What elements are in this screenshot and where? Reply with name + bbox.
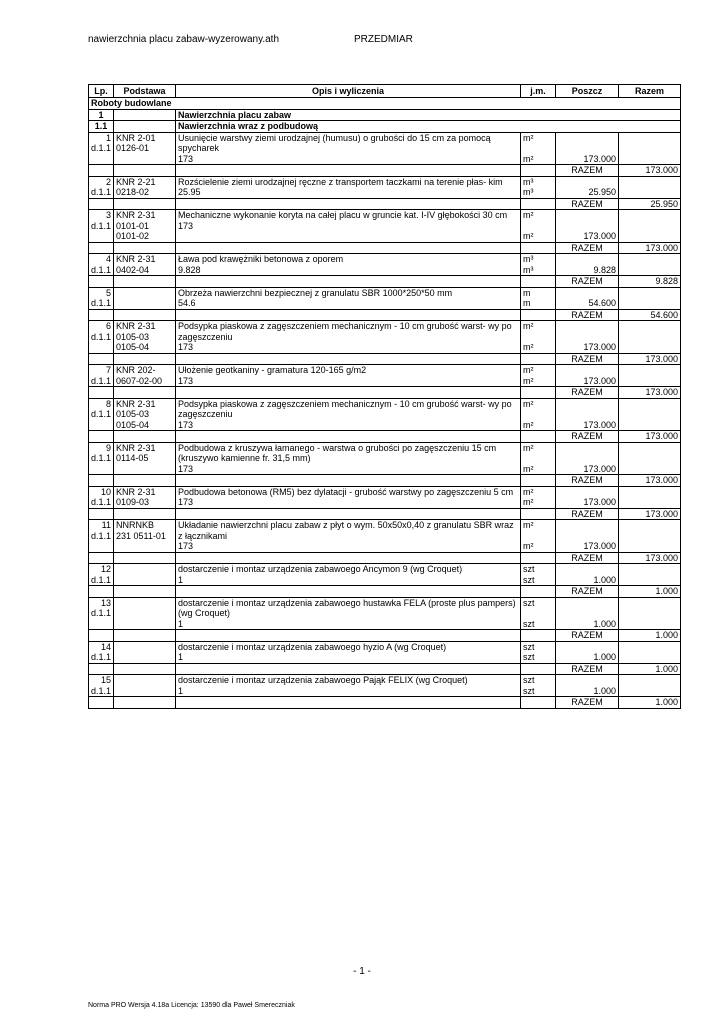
item-qty-text: 173 <box>178 220 194 231</box>
item-lp <box>89 442 114 475</box>
item-lp <box>89 675 114 697</box>
item-basis <box>114 564 176 586</box>
razem-row <box>89 475 681 487</box>
subgroup-row <box>89 121 681 133</box>
item-desc-text: Podsypka piaskowa z zagęszczeniem mechanicznym - 10 cm grubość warst- wy po zagęszczeniu <box>178 398 512 419</box>
item-basis <box>114 398 176 431</box>
item-lp-num: 13 <box>100 597 111 608</box>
item-desc-text: Podbudowa betonowa (RM5) bez dylatacji - grubość warstwy po zagęszczeniu 5 cm <box>178 486 514 497</box>
razem-value: 173.000 <box>619 353 681 365</box>
table-row <box>89 486 681 508</box>
razem-value: 173.000 <box>619 508 681 520</box>
item-razem-blank <box>619 210 681 243</box>
item-desc <box>176 176 521 198</box>
item-lp <box>89 132 114 165</box>
item-poszcz <box>556 641 619 663</box>
item-basis <box>114 641 176 663</box>
item-razem-blank <box>619 365 681 387</box>
table-row <box>89 398 681 431</box>
item-unit-top: m² <box>523 210 534 220</box>
item-poszcz-value: 173.000 <box>583 541 616 551</box>
item-poszcz <box>556 486 619 508</box>
item-basis-line: KNR 2-31 <box>116 321 156 331</box>
razem-label: RAZEM <box>556 508 619 520</box>
item-poszcz-value: 173.000 <box>583 153 616 164</box>
item-qty-text: 54.6 <box>178 298 196 308</box>
razem-value: 54.600 <box>619 309 681 321</box>
doc-title: PRZEDMIAR <box>354 34 413 45</box>
group-lp: 1 <box>89 109 114 121</box>
razem-row <box>89 697 681 709</box>
item-lp-sub: d.1.1 <box>91 685 112 696</box>
item-qty-text: 173 <box>178 419 194 430</box>
item-razem-blank <box>619 132 681 165</box>
razem-label: RAZEM <box>556 697 619 709</box>
item-unit: m² <box>523 342 534 352</box>
item-lp-num: 7 <box>105 365 111 375</box>
item-unit-top: m³ <box>523 176 534 187</box>
table-row <box>89 597 681 630</box>
item-desc <box>176 675 521 697</box>
item-qty-text: 1 <box>178 618 184 629</box>
item-basis-line: KNR 202- <box>116 365 156 375</box>
item-desc <box>176 321 521 354</box>
item-razem-blank <box>619 442 681 475</box>
item-lp-sub: d.1.1 <box>91 220 112 231</box>
item-razem-blank <box>619 287 681 309</box>
item-desc-text: Ława pod krawężniki betonowa z oporem <box>178 254 344 264</box>
item-lp <box>89 597 114 630</box>
item-unit <box>521 675 556 697</box>
file-name: nawierzchnia placu zabaw-wyzerowany.ath <box>88 34 280 45</box>
item-unit: m³ <box>523 264 534 275</box>
item-unit-top: m² <box>523 520 534 530</box>
page-number: - 1 - <box>353 966 371 977</box>
item-basis <box>114 132 176 165</box>
item-desc <box>176 520 521 553</box>
item-basis <box>114 321 176 354</box>
razem-label: RAZEM <box>556 663 619 675</box>
item-basis-line: 0105-03 <box>116 331 150 342</box>
item-basis-line: KNR 2-31 <box>116 210 156 220</box>
item-unit <box>521 520 556 553</box>
item-poszcz-value: 173.000 <box>583 231 616 241</box>
item-desc <box>176 254 521 276</box>
item-lp-sub: d.1.1 <box>91 497 112 507</box>
license-footer: Norma PRO Wersja 4.18a Licencja: 13590 dla Paweł Smereczniak <box>88 1002 295 1009</box>
item-unit <box>521 210 556 243</box>
item-unit-top: m³ <box>523 254 534 264</box>
table-row <box>89 176 681 198</box>
razem-value: 173.000 <box>619 552 681 564</box>
item-unit: m² <box>523 497 534 507</box>
table-row <box>89 132 681 165</box>
table-row <box>89 254 681 276</box>
item-razem-blank <box>619 675 681 697</box>
razem-label: RAZEM <box>556 353 619 365</box>
item-basis-line: KNR 2-21 <box>116 176 156 187</box>
item-razem-blank <box>619 597 681 630</box>
razem-row <box>89 508 681 520</box>
item-desc-text: Usunięcie warstwy ziemi urodzajnej (humusu) o grubości do 15 cm za pomocą spycharek <box>178 132 491 153</box>
item-qty-text: 173 <box>178 153 194 164</box>
razem-row <box>89 198 681 210</box>
item-lp-sub: d.1.1 <box>91 574 112 585</box>
item-poszcz <box>556 132 619 165</box>
item-basis <box>114 520 176 553</box>
item-poszcz <box>556 321 619 354</box>
subgroup-title: Nawierzchnia wraz z podbudową <box>176 121 681 133</box>
item-razem-blank <box>619 398 681 431</box>
item-razem-blank <box>619 486 681 508</box>
item-unit <box>521 442 556 475</box>
item-desc-text: Rozścielenie ziemi urodzajnej ręczne z transportem taczkami na terenie płas- kim <box>178 176 503 187</box>
item-desc-text: Ułożenie geotkaniny - gramatura 120-165 g/m2 <box>178 365 367 375</box>
item-poszcz-value: 1.000 <box>593 574 616 585</box>
razem-row <box>89 309 681 321</box>
razem-row <box>89 552 681 564</box>
item-razem-blank <box>619 520 681 553</box>
razem-value: 173.000 <box>619 165 681 177</box>
razem-value: 1.000 <box>619 586 681 598</box>
item-poszcz-value: 54.600 <box>588 298 616 308</box>
item-unit: m² <box>523 419 534 430</box>
razem-label: RAZEM <box>556 475 619 487</box>
item-lp-sub: d.1.1 <box>91 298 112 308</box>
col-header-razem: Razem <box>619 85 681 98</box>
item-lp-num: 5 <box>105 287 111 298</box>
item-lp-sub: d.1.1 <box>91 264 112 275</box>
item-lp-sub: d.1.1 <box>91 143 112 153</box>
item-unit-top: szt <box>523 564 535 574</box>
item-razem-blank <box>619 321 681 354</box>
item-lp-num: 15 <box>100 675 111 685</box>
item-poszcz <box>556 520 619 553</box>
item-qty-text: 9.828 <box>178 264 201 275</box>
item-unit-top: m² <box>523 398 534 409</box>
item-basis-line: 0105-04 <box>116 419 150 430</box>
item-qty-text: 173 <box>178 463 194 474</box>
razem-value: 9.828 <box>619 276 681 288</box>
item-unit <box>521 254 556 276</box>
item-unit: m³ <box>523 187 534 197</box>
item-lp <box>89 564 114 586</box>
item-basis-line: 0105-04 <box>116 342 150 352</box>
item-desc <box>176 398 521 431</box>
item-qty-text: 173 <box>178 541 194 551</box>
item-desc <box>176 597 521 630</box>
item-unit <box>521 641 556 663</box>
item-basis-line: NNRNKB <box>116 520 155 530</box>
item-lp-num: 1 <box>105 132 111 143</box>
item-basis <box>114 442 176 475</box>
subgroup-lp: 1.1 <box>89 121 114 133</box>
item-basis-line: KNR 2-31 <box>116 442 156 453</box>
item-lp <box>89 210 114 243</box>
item-poszcz-value: 173.000 <box>583 463 616 474</box>
item-lp-num: 12 <box>100 564 111 574</box>
przedmiar-table <box>88 84 681 709</box>
item-unit-top: szt <box>523 675 535 685</box>
item-unit: m² <box>523 463 534 474</box>
item-lp <box>89 254 114 276</box>
item-poszcz-value: 1.000 <box>593 618 616 629</box>
col-header-lp: Lp. <box>89 85 114 98</box>
item-poszcz-value: 9.828 <box>593 264 616 275</box>
razem-label: RAZEM <box>556 586 619 598</box>
item-lp <box>89 486 114 508</box>
item-unit <box>521 398 556 431</box>
item-basis-line: 0101-01 <box>116 220 150 231</box>
item-lp-sub: d.1.1 <box>91 409 112 419</box>
razem-row <box>89 165 681 177</box>
razem-row <box>89 630 681 642</box>
item-desc <box>176 210 521 243</box>
item-basis-line: 0126-01 <box>116 143 150 153</box>
table-row <box>89 564 681 586</box>
item-lp <box>89 176 114 198</box>
item-qty-text: 25.95 <box>178 187 201 197</box>
item-poszcz <box>556 597 619 630</box>
item-basis-line: 0109-03 <box>116 497 150 507</box>
item-desc-text: Mechaniczne wykonanie koryta na całej placu w gruncie kat. I-IV głębokości 30 cm <box>178 210 508 220</box>
table-row <box>89 442 681 475</box>
item-unit: m² <box>523 541 534 551</box>
item-razem-blank <box>619 564 681 586</box>
item-poszcz <box>556 210 619 243</box>
item-lp-num: 14 <box>100 641 111 652</box>
item-desc-text: Podbudowa z kruszywa łamanego - warstwa o grubości po zagęszczeniu 15 cm (kruszywo kamienne fr. 31,5 mm) <box>178 442 497 463</box>
item-lp <box>89 321 114 354</box>
razem-row <box>89 242 681 254</box>
item-lp-num: 9 <box>105 442 111 453</box>
item-basis <box>114 486 176 508</box>
item-lp-num: 11 <box>101 520 111 530</box>
item-lp <box>89 520 114 553</box>
razem-label: RAZEM <box>556 552 619 564</box>
item-poszcz <box>556 254 619 276</box>
item-unit: szt <box>523 618 535 629</box>
item-basis <box>114 254 176 276</box>
item-unit <box>521 287 556 309</box>
item-lp-sub: d.1.1 <box>91 453 112 463</box>
col-header-desc: Opis i wyliczenia <box>176 85 521 98</box>
group-title: Nawierzchnia placu zabaw <box>176 109 681 121</box>
razem-value: 25.950 <box>619 198 681 210</box>
item-basis <box>114 210 176 243</box>
item-desc <box>176 132 521 165</box>
razem-row <box>89 276 681 288</box>
item-poszcz <box>556 398 619 431</box>
col-header-unit: j.m. <box>521 85 556 98</box>
item-desc-text: dostarczenie i montaz urządzenia zabawoego hustawka FELA (proste plus pampers) (wg Croquet) <box>178 597 516 618</box>
item-basis <box>114 597 176 630</box>
razem-label: RAZEM <box>556 431 619 443</box>
item-basis <box>114 176 176 198</box>
item-poszcz <box>556 365 619 387</box>
table-row <box>89 210 681 243</box>
item-desc-text: Podsypka piaskowa z zagęszczeniem mechanicznym - 10 cm grubość warst- wy po zagęszczeniu <box>178 321 512 342</box>
razem-value: 1.000 <box>619 663 681 675</box>
item-basis-line: 231 0511-01 <box>116 530 166 541</box>
item-unit <box>521 564 556 586</box>
razem-value: 1.000 <box>619 630 681 642</box>
item-desc-text: dostarczenie i montaz urządzenia zabawoego Ancymon 9 (wg Croquet) <box>178 564 463 574</box>
item-razem-blank <box>619 254 681 276</box>
item-basis <box>114 365 176 387</box>
item-unit: szt <box>523 652 535 662</box>
item-lp <box>89 641 114 663</box>
item-poszcz <box>556 442 619 475</box>
item-unit-top: m² <box>523 442 534 453</box>
razem-value: 173.000 <box>619 387 681 399</box>
item-lp-sub: d.1.1 <box>91 331 112 342</box>
item-basis-line: KNR 2-31 <box>116 254 156 264</box>
item-unit-top: szt <box>523 597 535 608</box>
item-qty-text: 1 <box>178 685 184 696</box>
razem-row <box>89 387 681 399</box>
item-lp-num: 3 <box>105 210 111 220</box>
col-header-basis: Podstawa <box>114 85 176 98</box>
col-header-poszcz: Poszcz <box>556 85 619 98</box>
table-row <box>89 675 681 697</box>
item-unit-top: szt <box>523 641 535 652</box>
table-row <box>89 641 681 663</box>
section-title: Roboty budowlane <box>89 98 681 110</box>
item-lp <box>89 365 114 387</box>
item-basis-line: 0218-02 <box>116 187 150 197</box>
item-basis-line: KNR 2-31 <box>116 486 156 497</box>
item-poszcz-value: 173.000 <box>583 375 616 386</box>
item-lp-sub: d.1.1 <box>91 652 112 662</box>
razem-label: RAZEM <box>556 198 619 210</box>
item-lp-num: 8 <box>105 398 111 409</box>
item-unit <box>521 597 556 630</box>
item-qty-text: 173 <box>178 342 194 352</box>
razem-label: RAZEM <box>556 276 619 288</box>
section-row <box>89 98 681 110</box>
item-basis <box>114 675 176 697</box>
item-basis <box>114 287 176 309</box>
razem-value: 173.000 <box>619 242 681 254</box>
item-desc-text: dostarczenie i montaz urządzenia zabawoego Pająk FELIX (wg Croquet) <box>178 675 468 685</box>
item-basis-line: 0402-04 <box>116 264 150 275</box>
table-row <box>89 287 681 309</box>
table-row <box>89 365 681 387</box>
item-desc <box>176 365 521 387</box>
item-unit-top: m <box>523 287 531 298</box>
razem-label: RAZEM <box>556 630 619 642</box>
razem-row <box>89 663 681 675</box>
razem-value: 1.000 <box>619 697 681 709</box>
item-poszcz-value: 173.000 <box>583 497 616 507</box>
item-unit: m² <box>523 375 534 386</box>
item-unit: m² <box>523 231 534 241</box>
item-basis-line: 0114-05 <box>116 453 149 463</box>
item-basis-line: 0101-02 <box>116 231 150 241</box>
item-lp-sub: d.1.1 <box>91 608 112 618</box>
item-poszcz-value: 1.000 <box>593 652 616 662</box>
item-unit: szt <box>523 685 535 696</box>
item-razem-blank <box>619 176 681 198</box>
item-desc-text: Obrzeża nawierzchni bezpiecznej z granulatu SBR 1000*250*50 mm <box>178 287 453 298</box>
item-poszcz-value: 25.950 <box>588 187 616 197</box>
item-desc <box>176 486 521 508</box>
item-razem-blank <box>619 641 681 663</box>
group-row <box>89 109 681 121</box>
item-poszcz-value: 173.000 <box>583 419 616 430</box>
item-qty-text: 1 <box>178 574 184 585</box>
item-unit <box>521 176 556 198</box>
item-unit-top: m² <box>523 321 534 331</box>
item-qty-text: 173 <box>178 497 194 507</box>
item-lp-num: 4 <box>105 254 111 264</box>
item-unit <box>521 321 556 354</box>
item-desc <box>176 564 521 586</box>
item-unit <box>521 365 556 387</box>
item-lp-num: 10 <box>100 486 111 497</box>
item-poszcz-value: 173.000 <box>583 342 616 352</box>
item-lp-sub: d.1.1 <box>91 530 112 541</box>
razem-row <box>89 431 681 443</box>
razem-label: RAZEM <box>556 165 619 177</box>
razem-label: RAZEM <box>556 387 619 399</box>
item-desc <box>176 442 521 475</box>
item-basis-line: KNR 2-01 <box>116 132 156 143</box>
razem-label: RAZEM <box>556 242 619 254</box>
item-unit: m² <box>523 153 534 164</box>
item-unit-top: m² <box>523 132 534 143</box>
item-unit: m <box>523 298 531 308</box>
table-header-row <box>89 85 681 98</box>
item-lp-num: 6 <box>105 321 111 331</box>
item-lp-num: 2 <box>105 176 111 187</box>
razem-value: 173.000 <box>619 475 681 487</box>
item-poszcz <box>556 564 619 586</box>
item-poszcz <box>556 176 619 198</box>
item-lp <box>89 287 114 309</box>
item-qty-text: 1 <box>178 652 184 662</box>
razem-row <box>89 586 681 598</box>
item-lp-sub: d.1.1 <box>91 375 112 386</box>
item-poszcz <box>556 675 619 697</box>
item-poszcz <box>556 287 619 309</box>
item-poszcz-value: 1.000 <box>593 685 616 696</box>
table-row <box>89 321 681 354</box>
item-unit-top: m² <box>523 486 534 497</box>
item-unit <box>521 486 556 508</box>
item-unit: szt <box>523 574 535 585</box>
item-desc-text: Układanie nawierzchni placu zabaw z płyt o wym. 50x50x0,40 z granulatu SBR wraz z łącznikami <box>178 520 514 541</box>
item-unit <box>521 132 556 165</box>
item-unit-top: m² <box>523 365 534 375</box>
item-basis-line: 0105-03 <box>116 409 150 419</box>
item-lp <box>89 398 114 431</box>
item-lp-sub: d.1.1 <box>91 187 112 197</box>
item-desc <box>176 641 521 663</box>
item-desc <box>176 287 521 309</box>
razem-label: RAZEM <box>556 309 619 321</box>
table-row <box>89 520 681 553</box>
razem-value: 173.000 <box>619 431 681 443</box>
item-desc-text: dostarczenie i montaz urządzenia zabawoego hyzio A (wg Croquet) <box>178 641 447 652</box>
item-qty-text: 173 <box>178 375 194 386</box>
item-basis-line: KNR 2-31 <box>116 398 156 409</box>
razem-row <box>89 353 681 365</box>
item-basis-line: 0607-02-00 <box>116 375 163 386</box>
